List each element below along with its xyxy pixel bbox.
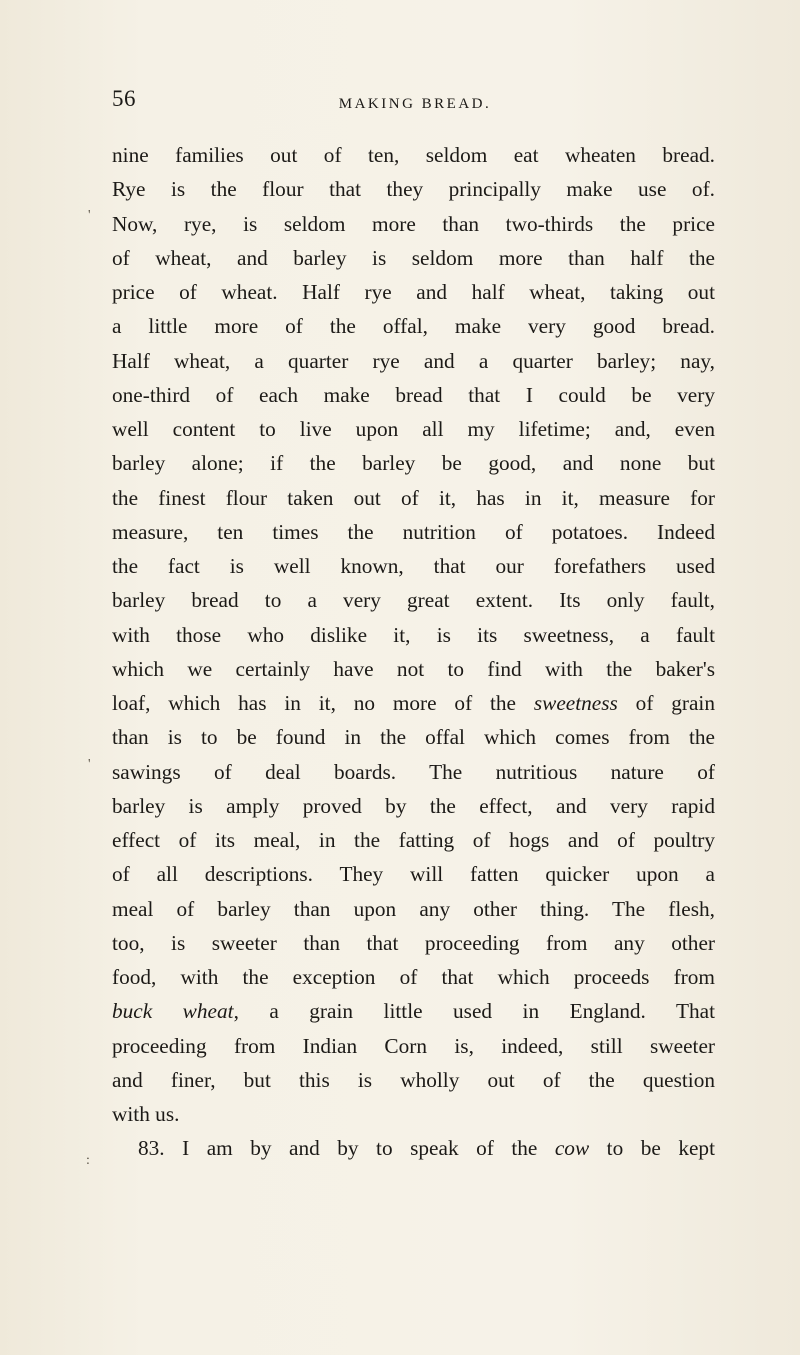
text-line: which we certainly have not to find with the baker's [112,656,715,681]
text-line: nine families out of ten, seldom eat wheaten bread. [112,143,715,167]
page-number: 56 [112,86,136,111]
text-line: the fact is well known, that our forefathers used [112,554,715,578]
italic-word: sweetness [533,691,618,715]
margin-mark: ' [88,757,91,772]
text-line: too, is sweeter than that proceeding from any other [112,930,715,955]
text-line: proceeding from Indian Corn is, indeed, still sweeter [112,1033,715,1058]
text-line: meal of barley than upon any other thing. The flesh, [112,896,715,921]
text-line: of wheat, and barley is seldom more than half the [112,245,715,270]
text-line: buck wheat, a grain little used in England. That [112,999,715,1024]
text-line: 83. I am by and by to speak of the cow to be kept [138,1136,715,1161]
italic-word: buck wheat [112,999,234,1024]
text-line: Rye is the flour that they principally make use of. [112,177,715,202]
text-line: one-third of each make bread that I could be very [112,382,715,407]
text-line: a little more of the offal, make very good bread. [112,314,715,339]
text-line: than is to be found in the offal which comes from the [112,725,715,750]
text-line: barley alone; if the barley be good, and none but [112,451,715,476]
text-line: barley bread to a very great extent. Its only fault, [112,588,715,613]
body-text [112,138,715,1166]
margin-mark: : [86,1153,90,1168]
text-line: the finest flour taken out of it, has in it, measure for [112,485,715,510]
text-line: Half wheat, a quarter rye and a quarter barley; nay, [112,348,715,373]
text-line: of all descriptions. They will fatten quicker upon a [112,862,715,887]
text-line: with those who dislike it, is its sweetness, a fault [112,622,715,647]
text-line: well content to live upon all my lifetime; and, even [112,417,715,441]
text-line: food, with the exception of that which proceeds from [112,965,715,989]
text-line: with us. [112,1102,180,1126]
margin-mark: ' [88,208,91,223]
text-line: measure, ten times the nutrition of potatoes. Indeed [112,519,715,544]
text-line: barley is amply proved by the effect, and very rapid [112,793,715,818]
text-line: sawings of deal boards. The nutritious nature of [112,759,715,784]
text-line: and finer, but this is wholly out of the question [112,1067,715,1092]
text-line: effect of its meal, in the fatting of hogs and of poultry [112,828,715,852]
text-line: price of wheat. Half rye and half wheat, taking out [112,280,715,304]
running-head: MAKING BREAD. [338,96,492,112]
text-line: loaf, which has in it, no more of the sweetness of grain [112,691,715,715]
text-line: Now, rye, is seldom more than two-thirds the price [112,211,715,236]
italic-word: cow [554,1136,590,1161]
